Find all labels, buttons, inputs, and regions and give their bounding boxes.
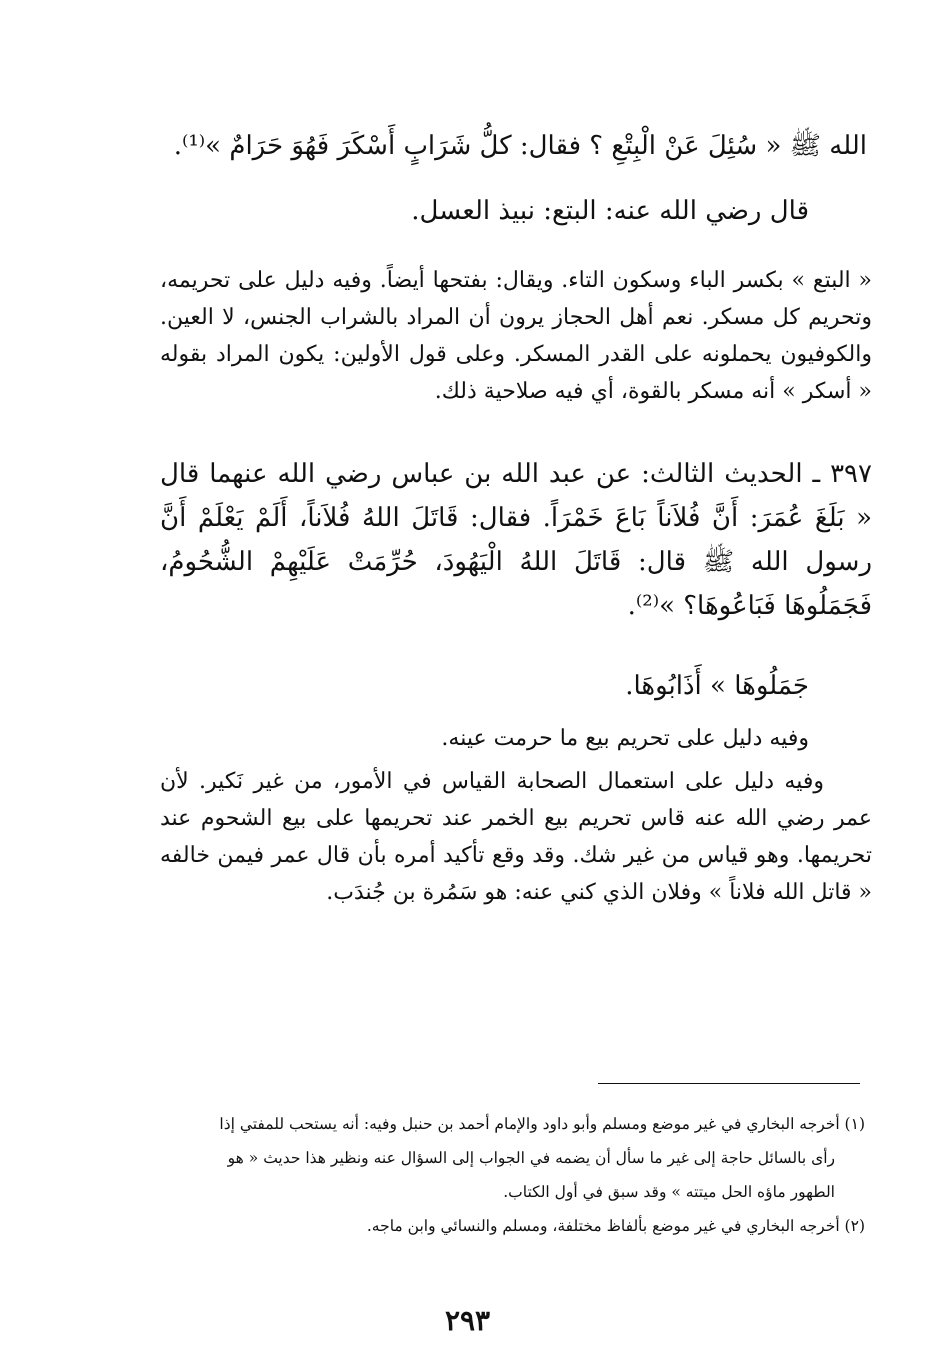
explanation-paragraph-2: وفيه دليل على تحريم بيع ما حرمت عينه.: [441, 726, 809, 751]
albit-definition: قال رضي الله عنه: البتع: نبيذ العسل.: [411, 196, 809, 226]
hadith-397-text: ٣٩٧ ـ الحديث الثالث: عن عبد الله بن عباس رضي الله عنهما قال « بَلَغَ عُمَرَ: أَنَّ فُلاَناً بَاعَ خَمْرَاً. فقال: قَاتَلَ اللهُ فُلاَناً، أَلَمْ يَعْلَمْ أَنَّ رسول الله ﷺ قال: قَاتَلَ اللهُ الْيَهُودَ، حُرِّمَتْ عَلَيْهِمْ الشُّحُومُ، فَجَمَلُوهَا فَبَاعُوهَا؟ »⁽²⁾.: [160, 459, 872, 621]
jamaluha-gloss: جَمَلُوهَا » أَذَابُوهَا.: [625, 671, 809, 701]
explanation-paragraph-3: [160, 763, 872, 911]
hadith-intro-line: الله ﷺ « سُئِلَ عَنْ الْبِتْعِ ؟ فقال: كلُّ شَرَابٍ أَسْكَرَ فَهُوَ حَرَامٌ »⁽¹⁾.: [173, 131, 867, 161]
footnote-1-line-1: (١) أخرجه البخاري في غير موضع ومسلم وأبو داود والإمام أحمد بن حنبل وفيه: أنه يستحب للمفتي إذا: [219, 1115, 865, 1133]
footnote-1-line-3: الطهور ماؤه الحل ميتته » وقد سبق في أول الكتاب.: [503, 1183, 835, 1201]
explanation-text: « البتع » بكسر الباء وسكون التاء. ويقال: بفتحها أيضاً. وفيه دليل على تحريمه، وتحريم كل مسكر. نعم أهل الحجاز يرون أن المراد بالشراب الجنس، لا العين. والكوفيون يحملونه على القدر المسكر. وعلى قول الأولين: يكون المراد بقوله « أسكر » أنه مسكر بالقوة، أي فيه صلاحية ذلك.: [160, 268, 872, 404]
footnote-separator: [598, 1083, 860, 1084]
explanation-text: وفيه دليل على استعمال الصحابة القياس في الأمور، من غير نَكير. لأن عمر رضي الله عنه قاس تحريم بيع الخمر عند تحريمها على بيع الشحوم عند تحريمها. وهو قياس من غير شك. وقد وقع تأكيد أمره بأن قال عمر فيمن خالفه « قاتل الله فلاناً » وفلان الذي كني عنه: هو سَمُرة بن جُندَب.: [160, 769, 872, 905]
footnote-2: (٢) أخرجه البخاري في غير موضع بألفاظ مختلفة، ومسلم والنسائي وابن ماجه.: [366, 1217, 865, 1235]
hadith-397-block: [160, 452, 872, 628]
page-number: ٢٩٣: [444, 1304, 491, 1337]
explanation-paragraph-1: [160, 262, 872, 410]
footnote-1-line-2: رأى بالسائل حاجة إلى غير ما سأل أن يضمه في الجواب إلى السؤال عنه ونظير هذا حديث « هو: [227, 1149, 835, 1167]
